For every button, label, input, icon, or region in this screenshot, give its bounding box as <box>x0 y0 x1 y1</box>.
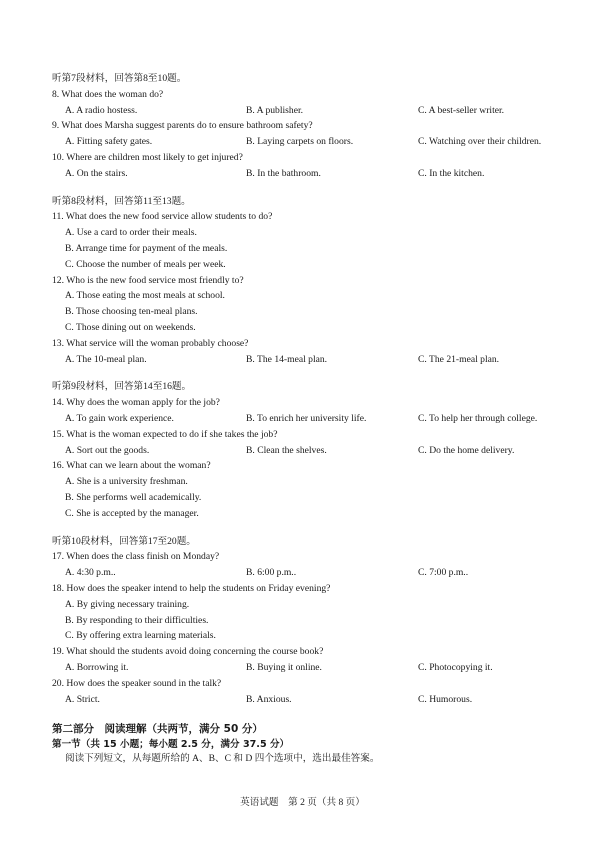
option-b: B. The 14-meal plan. <box>246 353 328 365</box>
option-b: B. Those choosing ten-meal plans. <box>65 306 198 318</box>
option-b: B. Clean the shelves. <box>246 444 327 456</box>
option-b: B. She performs well academically. <box>65 492 202 503</box>
option-c: C. Those dining out on weekends. <box>65 322 196 333</box>
option-b: B. In the bathroom. <box>246 167 321 179</box>
option-c: C. 7:00 p.m.. <box>418 567 469 579</box>
question-stem: 16. What can we learn about the woman? <box>52 460 211 472</box>
question-stem: 13. What service will the woman probably choose? <box>52 337 249 349</box>
option-a: A. Use a card to order their meals. <box>65 227 197 239</box>
option-a: A. A radio hostess. <box>65 104 138 116</box>
group-heading: 听第9段材料，回答第14至16题。 <box>52 381 192 393</box>
option-a: A. Sort out the goods. <box>65 444 150 456</box>
question-stem: 8. What does the woman do? <box>52 88 164 100</box>
option-a: A. She is a university freshman. <box>65 476 188 488</box>
question-stem: 9. What does Marsha suggest parents do to ensure bathroom safety? <box>52 120 313 132</box>
page-footer: 英语试题 第 2 页（共 8 页） <box>240 797 365 808</box>
option-a: A. Borrowing it. <box>65 662 129 673</box>
option-b: B. 6:00 p.m.. <box>246 567 297 579</box>
option-c: C. A best-seller writer. <box>418 104 505 116</box>
question-stem: 15. What is the woman expected to do if she takes the job? <box>52 428 278 440</box>
option-a: A. By giving necessary training. <box>65 598 190 610</box>
option-a: A. To gain work experience. <box>65 413 174 424</box>
option-c: C. By offering extra learning materials. <box>65 630 216 642</box>
option-c: C. Photocopying it. <box>418 662 493 673</box>
option-a: A. Strict. <box>65 693 100 705</box>
option-c: C. Watching over their children. <box>418 136 542 148</box>
option-c: C. Do the home delivery. <box>418 444 515 456</box>
option-b: B. A publisher. <box>246 104 304 116</box>
reading-instruction: 阅读下列短文，从每题所给的 A、B、C 和 D 四个选项中，选出最佳答案。 <box>65 753 380 765</box>
question-stem: 19. What should the students avoid doing concerning the course book? <box>52 646 324 658</box>
option-a: A. Fitting safety gates. <box>65 136 153 148</box>
option-b: B. Arrange time for payment of the meals. <box>65 243 228 254</box>
option-c: C. She is accepted by the manager. <box>65 507 199 519</box>
option-a: A. On the stairs. <box>65 167 128 179</box>
question-stem: 11. What does the new food service allow students to do? <box>52 211 273 223</box>
question-stem: 20. How does the speaker sound in the talk? <box>52 677 222 689</box>
question-stem: 14. Why does the woman apply for the job? <box>52 397 220 409</box>
option-b: B. Laying carpets on floors. <box>246 136 354 148</box>
option-b: B. By responding to their difficulties. <box>65 614 209 626</box>
option-c: C. Humorous. <box>418 693 473 705</box>
option-c: C. To help her through college. <box>418 413 538 424</box>
option-a: A. 4:30 p.m.. <box>65 567 116 579</box>
option-b: B. To enrich her university life. <box>246 413 367 424</box>
part2-title: 第二部分 阅读理解（共两节，满分 50 分） <box>52 723 263 736</box>
option-c: C. In the kitchen. <box>418 167 485 179</box>
question-stem: 18. How does the speaker intend to help the students on Friday evening? <box>52 583 331 594</box>
question-stem: 17. When does the class finish on Monday? <box>52 551 220 563</box>
group-heading: 听第10段材料，回答第17至20题。 <box>52 535 196 547</box>
option-a: A. Those eating the most meals at school. <box>65 290 225 302</box>
option-a: A. The 10-meal plan. <box>65 353 147 365</box>
option-c: C. The 21-meal plan. <box>418 353 500 365</box>
question-stem: 12. Who is the new food service most friendly to? <box>52 274 244 286</box>
option-b: B. Anxious. <box>246 693 292 705</box>
group-heading: 听第8段材料，回答第11至13题。 <box>52 195 191 207</box>
group-heading: 听第7段材料，回答第8至10题。 <box>52 73 187 84</box>
question-stem: 10. Where are children most likely to get injured? <box>52 152 243 163</box>
option-c: C. Choose the number of meals per week. <box>65 258 226 270</box>
option-b: B. Buying it online. <box>246 662 322 673</box>
section1-title: 第一节（共 15 小题；每小题 2.5 分，满分 37.5 分） <box>52 739 290 751</box>
